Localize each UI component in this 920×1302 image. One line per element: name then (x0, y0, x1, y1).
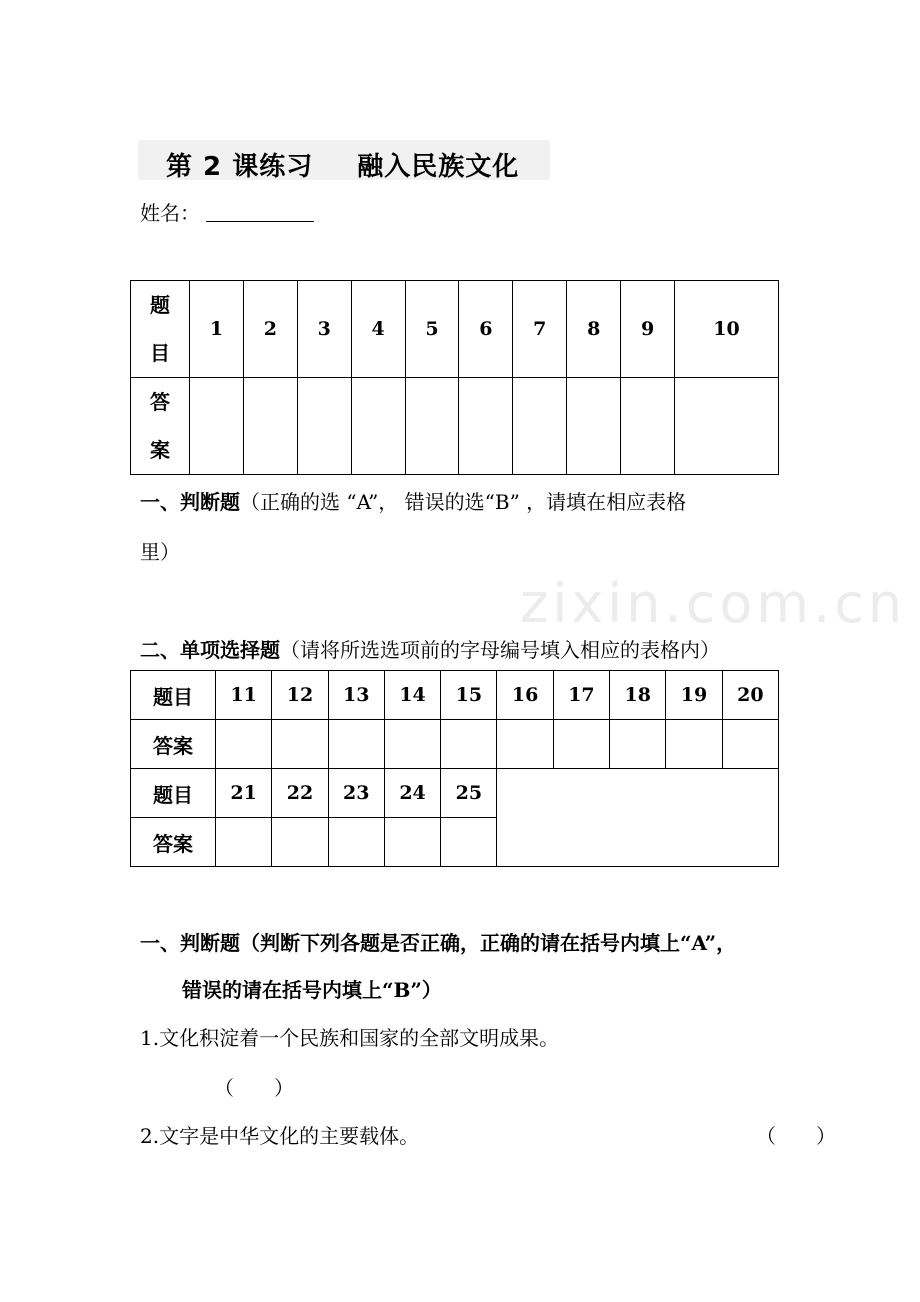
answer-cell[interactable] (513, 378, 567, 475)
answer-cell[interactable] (405, 378, 459, 475)
lesson-topic: 融入民族文化 (357, 152, 520, 182)
answer-cell[interactable] (328, 818, 384, 867)
question-number: 8 (567, 281, 621, 378)
question-number: 13 (328, 671, 384, 720)
answer-cell[interactable] (553, 720, 609, 769)
section-1-label: 一、判断题 (140, 490, 240, 514)
question-number: 16 (497, 671, 553, 720)
question-number: 15 (441, 671, 497, 720)
questions-heading-cont: 错误的请在括号内填上“B”） (182, 978, 442, 1002)
question-number: 1 (190, 281, 244, 378)
questions-heading: 一、判断题（判断下列各题是否正确，正确的请在括号内填上“A”， (140, 931, 737, 955)
question-2-answer-paren[interactable]: （ ） (756, 1124, 836, 1148)
table-answer-head-cell: 答 案 (131, 378, 190, 475)
table-row (131, 281, 779, 378)
answer-table-2 (130, 670, 779, 867)
page-title (166, 146, 519, 183)
section-2-heading (140, 634, 720, 663)
table-head-cell: 题目 (131, 769, 216, 818)
question-number: 3 (297, 281, 351, 378)
question-number: 12 (272, 671, 328, 720)
answer-cell[interactable] (610, 720, 666, 769)
name-label: 姓名： (140, 201, 200, 225)
question-number: 7 (513, 281, 567, 378)
lesson-number: 第 2 课练习 (166, 152, 314, 182)
question-number: 25 (441, 769, 497, 818)
section-2-label: 二、单项选择题 (140, 638, 280, 662)
answer-cell[interactable] (190, 378, 244, 475)
answer-cell[interactable] (621, 378, 675, 475)
answer-cell[interactable] (459, 378, 513, 475)
table-head-cell: 题目 (131, 671, 216, 720)
question-number: 11 (216, 671, 272, 720)
question-number: 23 (328, 769, 384, 818)
answer-cell[interactable] (567, 378, 621, 475)
question-number: 10 (675, 281, 779, 378)
section-1-note-cont: 里） (140, 540, 180, 564)
table-answer-head-cell: 答案 (131, 720, 216, 769)
question-number: 9 (621, 281, 675, 378)
table-empty-area (497, 769, 779, 867)
question-1-answer-paren[interactable]: （ ） (214, 1076, 294, 1100)
table-answer-head-cell: 答案 (131, 818, 216, 867)
table-head-cell: 题 目 (131, 281, 190, 378)
table-row (131, 671, 779, 720)
section-2-note: （请将所选选项前的字母编号填入相应的表格内） (280, 638, 720, 662)
answer-cell[interactable] (216, 818, 272, 867)
answer-cell[interactable] (328, 720, 384, 769)
question-number: 22 (272, 769, 328, 818)
question-number: 5 (405, 281, 459, 378)
table-row (131, 769, 779, 818)
answer-cell[interactable] (722, 720, 778, 769)
question-1-text: 1.文化积淀着一个民族和国家的全部文明成果。 (140, 1026, 560, 1050)
answer-table-1 (130, 280, 779, 475)
question-number: 21 (216, 769, 272, 818)
answer-cell[interactable] (351, 378, 405, 475)
question-number: 24 (384, 769, 440, 818)
question-number: 20 (722, 671, 778, 720)
table-row (131, 720, 779, 769)
question-number: 4 (351, 281, 405, 378)
question-number: 2 (243, 281, 297, 378)
section-1-note: （正确的选 “A”， 错误的选“B” ，请填在相应表格 (240, 490, 687, 514)
answer-cell[interactable] (497, 720, 553, 769)
question-number: 17 (553, 671, 609, 720)
question-number: 19 (666, 671, 722, 720)
answer-cell[interactable] (216, 720, 272, 769)
answer-cell[interactable] (384, 818, 440, 867)
question-2-text: 2.文字是中华文化的主要载体。 (140, 1124, 420, 1148)
answer-cell[interactable] (441, 720, 497, 769)
name-field (140, 197, 314, 226)
name-blank[interactable] (206, 203, 314, 222)
watermark: zixin.com.cn (520, 572, 907, 635)
section-1-heading (140, 488, 790, 516)
table-row (131, 378, 779, 475)
answer-cell[interactable] (384, 720, 440, 769)
answer-cell[interactable] (666, 720, 722, 769)
answer-cell[interactable] (441, 818, 497, 867)
answer-cell[interactable] (243, 378, 297, 475)
answer-cell[interactable] (272, 720, 328, 769)
question-number: 14 (384, 671, 440, 720)
answer-cell[interactable] (272, 818, 328, 867)
question-number: 18 (610, 671, 666, 720)
question-number: 6 (459, 281, 513, 378)
answer-cell[interactable] (297, 378, 351, 475)
answer-cell[interactable] (675, 378, 779, 475)
